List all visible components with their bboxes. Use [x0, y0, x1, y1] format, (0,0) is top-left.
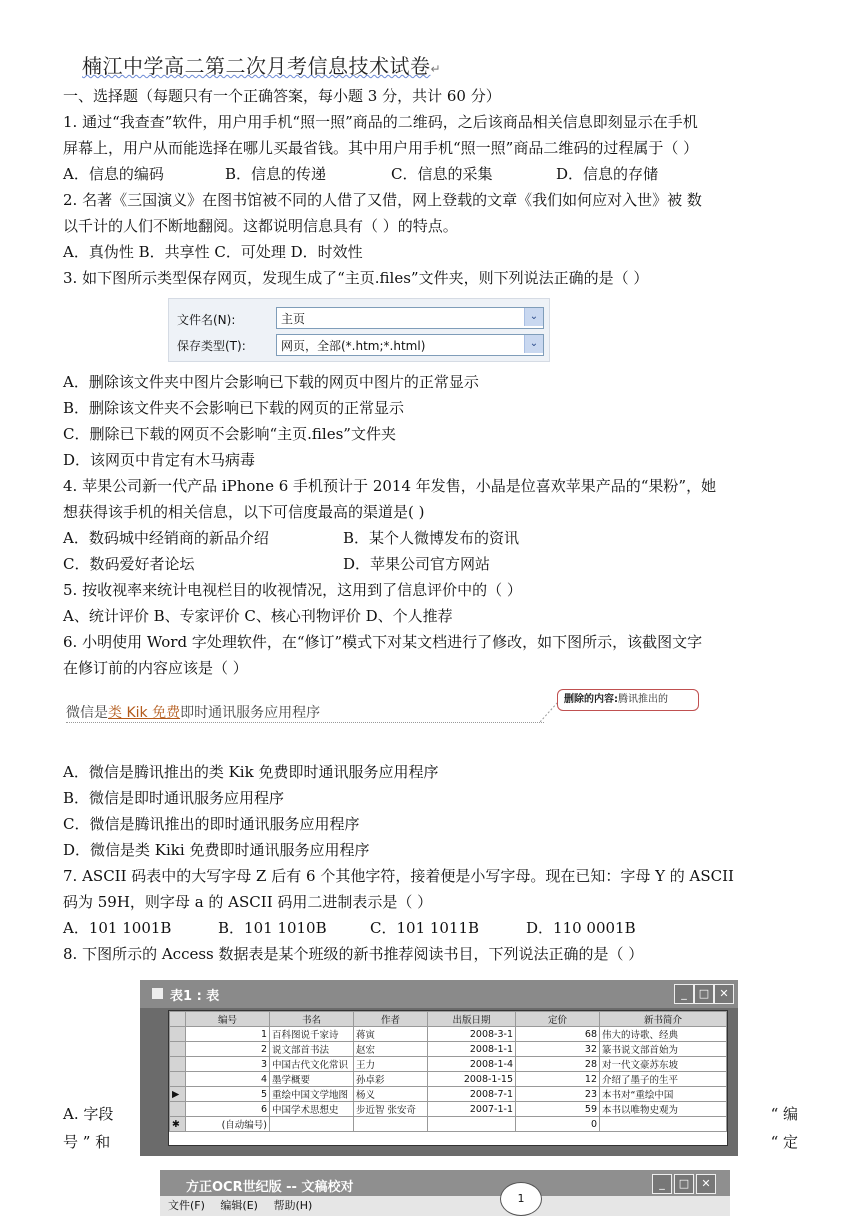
q1-option-b: B．信息的传递: [225, 165, 327, 183]
table-icon: [152, 988, 163, 999]
close-icon: ✕: [696, 1174, 716, 1194]
column-header: 书名: [270, 1012, 354, 1027]
q3-option-c: C．删除已下载的网页不会影响“主页.files”文件夹: [63, 425, 396, 443]
minimize-icon: _: [674, 984, 694, 1004]
revision-leader-line: [66, 722, 544, 723]
q7-stem-line2: 码为 59H，则字母 a 的 ASCII 码用二进制表示是（ ）: [63, 893, 433, 911]
table-row: 4 墨学概要 孙卓彩 2008-1-15 12 介绍了墨子的生平: [170, 1072, 727, 1087]
table-row: 6 中国学术思想史 步近智 张安奇 2007-1-1 59 本书以唯物史观为: [170, 1102, 727, 1117]
chevron-down-icon: ⌄: [524, 308, 543, 326]
save-type-field: 网页，全部(*.htm;*.html) ⌄: [276, 334, 544, 356]
filename-label: 文件名(N):: [177, 313, 236, 327]
q6-option-b: B．微信是即时通讯服务应用程序: [63, 789, 285, 807]
q3-option-d: D．该网页中肯定有木马病毒: [63, 451, 256, 469]
q6-option-d: D．微信是类 Kiki 免费即时通讯服务应用程序: [63, 841, 370, 859]
revision-connector: [540, 700, 558, 722]
q1-stem-line2: 屏幕上，用户从而能选择在哪儿买最省钱。其中用户用手机“照一照”商品二维码的过程属于（ ）: [63, 139, 699, 157]
q1-option-a: A．信息的编码: [63, 165, 164, 183]
q4-stem-line1: 4. 苹果公司新一代产品 iPhone 6 手机预计于 2014 年发售，小晶是位喜欢苹果产品的“果粉”，她: [63, 477, 717, 495]
q8-option-a-left: A. 字段 号 ” 和: [63, 1105, 114, 1151]
maximize-icon: □: [694, 984, 714, 1004]
q6-stem-line1: 6. 小明使用 Word 字处理软件，在“修订”模式下对某文档进行了修改，如下图所示，该截图文字: [63, 633, 703, 651]
q7-option-c: C．101 1011B: [370, 919, 480, 937]
new-record-row: ✱ (自动编号) 0: [170, 1117, 727, 1132]
q2-options: A．真伪性 B．共享性 C．可处理 D．时效性: [63, 243, 363, 261]
column-header: 出版日期: [428, 1012, 516, 1027]
deletion-balloon: 删除的内容:腾讯推出的: [557, 689, 699, 711]
table-row: ▶ 5 重绘中国文学地图 杨义 2008-7-1 23 本书对“重绘中国: [170, 1087, 727, 1102]
q6-option-c: C．微信是腾讯推出的即时通讯服务应用程序: [63, 815, 360, 833]
table-row: 1 百科图说千家诗 蒋寅 2008-3-1 68 伟大的诗歌、经典: [170, 1027, 727, 1042]
table-row: 3 中国古代文化常识 王力 2008-1-4 28 对一代文豪苏东坡: [170, 1057, 727, 1072]
q5-stem: 5. 按收视率来统计电视栏目的收视情况，这用到了信息评价中的（ ）: [63, 581, 522, 599]
q4-option-d: D．苹果公司官方网站: [343, 555, 491, 573]
q7-stem-line1: 7. ASCII 码表中的大写字母 Z 后有 6 个其他字符，接着便是小写字母。现在已知：字母 Y 的 ASCII: [63, 867, 734, 885]
q6-stem-line2: 在修订前的内容应该是（ ）: [63, 659, 248, 677]
q7-option-a: A．101 1001B: [63, 919, 172, 937]
exam-title: 楠江中学高二第二次月考信息技术试卷↵: [82, 54, 442, 78]
menu-edit: 编辑(E): [220, 1199, 258, 1212]
q2-stem-line1: 2. 名著《三国演义》在图书馆被不同的人借了又借，网上登载的文章《我们如何应对入世》被 数: [63, 191, 702, 209]
maximize-icon: □: [674, 1174, 694, 1194]
q4-stem-line2: 想获得该手机的相关信息，以下可信度最高的渠道是( ): [63, 503, 425, 521]
q1-stem-line1: 1. 通过“我查查”软件，用户用手机“照一照”商品的二维码，之后该商品相关信息即刻显示在手机: [63, 113, 698, 131]
chevron-down-icon: ⌄: [524, 335, 543, 353]
q3-stem: 3. 如下图所示类型保存网页，发现生成了“主页.files”文件夹，则下列说法正确的是（ ）: [63, 269, 649, 287]
minimize-icon: _: [652, 1174, 672, 1194]
new-record-icon: ✱: [170, 1117, 186, 1132]
filename-field: 主页 ⌄: [276, 307, 544, 329]
record-selector-icon: ▶: [170, 1087, 186, 1102]
column-header: 定价: [516, 1012, 600, 1027]
ocr-window-figure: [160, 1170, 730, 1216]
q8-option-a-right: “ 编 “ 定: [770, 1105, 798, 1151]
table-header-row: [170, 1012, 727, 1027]
close-icon: ✕: [714, 984, 734, 1004]
paragraph-mark-icon: ↵: [430, 62, 442, 76]
save-dialog-figure: [168, 298, 550, 362]
q5-options: A、统计评价 B、专家评价 C、核心刊物评价 D、个人推荐: [63, 607, 453, 625]
access-table-window: [140, 980, 738, 1156]
ocr-window-title: 方正OCR世纪版 -- 文稿校对: [186, 1180, 354, 1195]
access-title-bar: 表1 : 表 _ □ ✕: [140, 980, 738, 1008]
menu-file: 文件(F): [168, 1199, 205, 1212]
q1-option-c: C．信息的采集: [391, 165, 493, 183]
q3-option-b: B．删除该文件夹不会影响已下载的网页的正常显示: [63, 399, 405, 417]
q8-stem: 8. 下图所示的 Access 数据表是某个班级的新书推荐阅读书目，下列说法正确的是（ ）: [63, 945, 644, 963]
section-heading: 一、选择题（每题只有一个正确答案，每小题 3 分，共计 60 分）: [63, 87, 501, 105]
q3-option-a: A．删除该文件夹中图片会影响已下载的网页中图片的正常显示: [63, 373, 479, 391]
inserted-text: 类 Kik 免费: [108, 705, 181, 721]
q4-option-a: A．数码城中经销商的新品介绍: [63, 529, 269, 547]
ocr-menu-bar: [160, 1196, 730, 1216]
save-type-label: 保存类型(T):: [177, 339, 246, 353]
q6-option-a: A．微信是腾讯推出的类 Kik 免费即时通讯服务应用程序: [63, 763, 439, 781]
q4-option-c: C．数码爱好者论坛: [63, 555, 195, 573]
column-header: 编号: [186, 1012, 270, 1027]
callout-bubble: 1: [500, 1182, 542, 1216]
q1-option-d: D．信息的存储: [556, 165, 659, 183]
q2-stem-line2: 以千计的人们不断地翻阅。这都说明信息具有（ ）的特点。: [63, 217, 458, 235]
q7-option-d: D．110 0001B: [526, 919, 636, 937]
column-header: 新书简介: [600, 1012, 727, 1027]
table-row: 2 说文部首书法 赵宏 2008-1-1 32 篆书说文部首始为: [170, 1042, 727, 1057]
menu-help: 帮助(H): [273, 1199, 313, 1212]
q4-option-b: B．某个人微博发布的资讯: [343, 529, 520, 547]
access-datasheet: [168, 1010, 728, 1146]
revision-text: 微信是类 Kik 免费即时通讯服务应用程序: [66, 705, 321, 721]
column-header: 作者: [354, 1012, 428, 1027]
q7-option-b: B．101 1010B: [218, 919, 327, 937]
